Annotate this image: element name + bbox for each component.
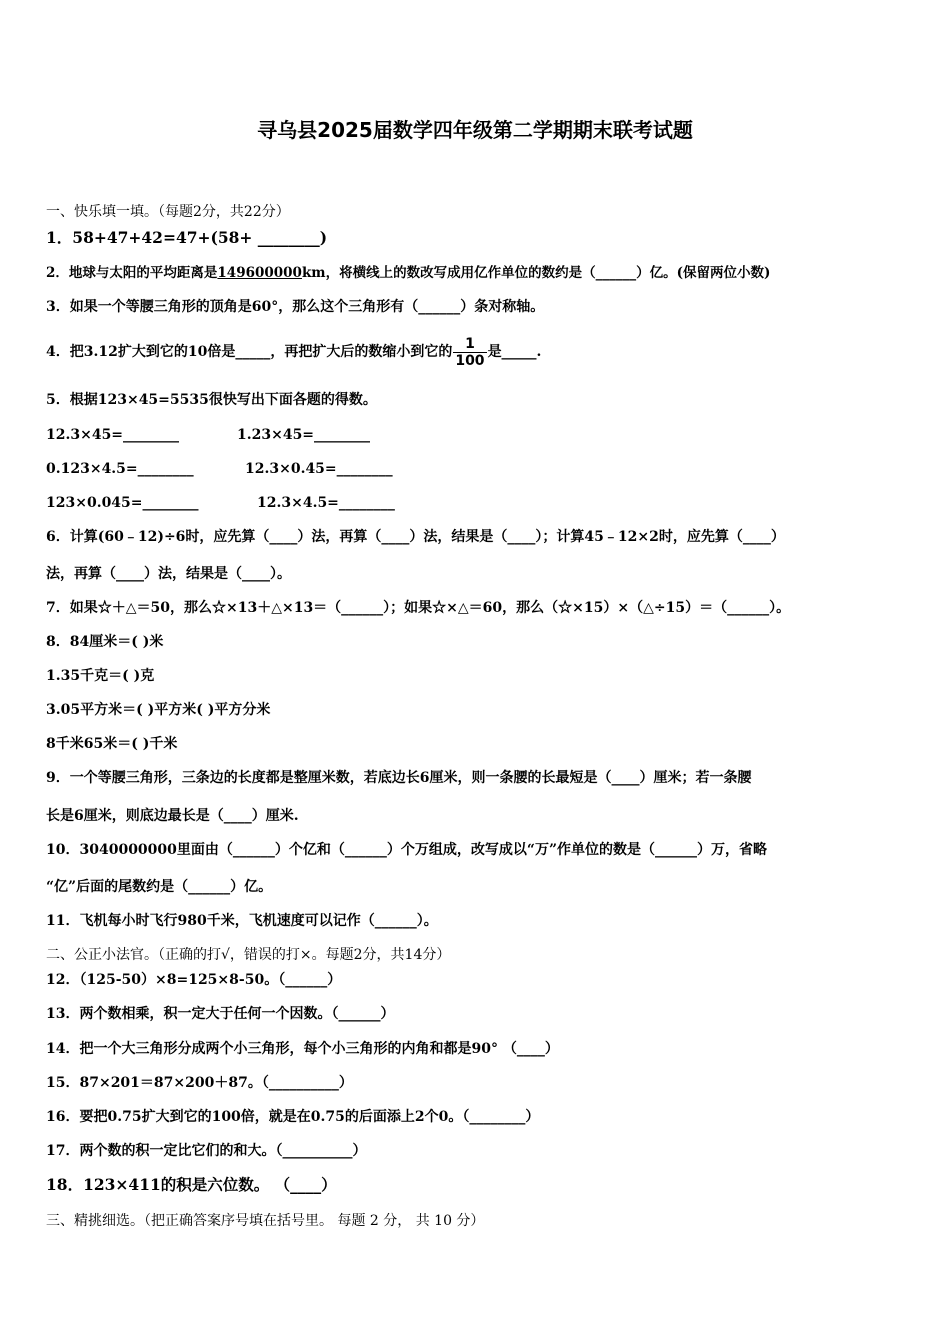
question-2	[46, 263, 770, 283]
question-9-line-2: 长是6厘米，则底边最长是（____）厘米.	[46, 808, 299, 824]
question-12: 12．（125-50）×8=125×8-50。（______）	[46, 972, 342, 988]
section-3-heading: 三、精挑细选。（把正确答案序号填在括号里。 每题 2 分， 共 10 分）	[46, 1213, 485, 1229]
question-6-line-1: 6．计算(60﹣12)÷6时，应先算（____）法，再算（____）法，结果是（____）；计算45﹣12×2时，应先算（____）	[46, 529, 785, 545]
question-1: 1．58+47+42=47+(58+ ________)	[46, 228, 328, 247]
question-6-line-2: 法，再算（____）法，结果是（____）。	[46, 566, 291, 582]
question-2-text-pre: 2．地球与太阳的平均距离是	[46, 265, 218, 281]
question-2-text-post: km，将横线上的数改写成用亿作单位的数约是（______）亿。(保留两位小数)	[301, 265, 771, 281]
question-8-b: 1.35千克＝( )克	[46, 668, 155, 684]
q5-item-d: 12.3×0.45=________	[245, 461, 393, 477]
section-2-heading: 二、公正小法官。（正确的打√，错误的打×。每题2分，共14分）	[46, 947, 451, 963]
q5-item-c: 0.123×4.5=________	[46, 461, 194, 477]
section-1-heading: 一、快乐填一填。（每题2分，共22分）	[46, 204, 290, 220]
question-11: 11．飞机每小时飞行980千米，飞机速度可以记作（______）。	[46, 913, 438, 929]
q5-item-f: 12.3×4.5=________	[257, 495, 395, 511]
fraction-numerator: 1	[453, 336, 486, 353]
question-8-c: 3.05平方米＝( )平方米( )平方分米	[46, 702, 271, 718]
question-7: 7．如果☆＋△＝50，那么☆×13＋△×13＝（______）；如果☆×△＝60，那么（☆×15）×（△÷15）＝（______）。	[46, 600, 791, 616]
fraction-one-hundredth	[453, 336, 486, 369]
question-15: 15．87×201＝87×200＋87。（__________）	[46, 1075, 353, 1091]
question-4-text-post: 是_____.	[487, 344, 542, 360]
question-8-d: 8千米65米＝( )千米	[46, 736, 178, 752]
question-8-a: 8．84厘米＝( )米	[46, 634, 164, 650]
fraction-denominator: 100	[455, 352, 485, 369]
question-4-text-pre: 4．把3.12扩大到它的10倍是_____，再把扩大后的数缩小到它的	[46, 344, 453, 360]
q5-item-a: 12.3×45=________	[46, 427, 180, 443]
q5-item-e: 123×0.045=________	[46, 495, 199, 511]
question-3: 3．如果一个等腰三角形的顶角是60°，那么这个三角形有（______）条对称轴。	[46, 299, 545, 315]
question-13: 13．两个数相乘，积一定大于任何一个因数。（______）	[46, 1006, 395, 1022]
question-5: 5．根据123×45=5535很快写出下面各题的得数。	[46, 392, 377, 408]
question-10-line-1: 10．3040000000里面由（______）个亿和（______）个万组成，改写成以“万”作单位的数是（______）万，省略	[46, 842, 767, 858]
question-10-line-2: “亿”后面的尾数约是（______）亿。	[46, 879, 273, 895]
question-4	[46, 333, 541, 371]
question-9-line-1: 9．一个等腰三角形，三条边的长度都是整厘米数，若底边长6厘米，则一条腰的长最短是（____）厘米；若一条腰	[46, 770, 752, 786]
question-2-number: 149600000	[217, 265, 302, 281]
page-title: 寻乌县2025届数学四年级第二学期期末联考试题	[257, 118, 693, 142]
question-14: 14．把一个大三角形分成两个小三角形，每个小三角形的内角和都是90° （____）	[46, 1041, 559, 1057]
question-17: 17．两个数的积一定比它们的和大。（__________）	[46, 1143, 367, 1159]
q5-item-b: 1.23×45=________	[237, 427, 371, 443]
question-16: 16．要把0.75扩大到它的100倍，就是在0.75的后面添上2个0。（________）	[46, 1109, 540, 1125]
question-18: 18．123×411的积是六位数。 （____）	[46, 1175, 337, 1194]
